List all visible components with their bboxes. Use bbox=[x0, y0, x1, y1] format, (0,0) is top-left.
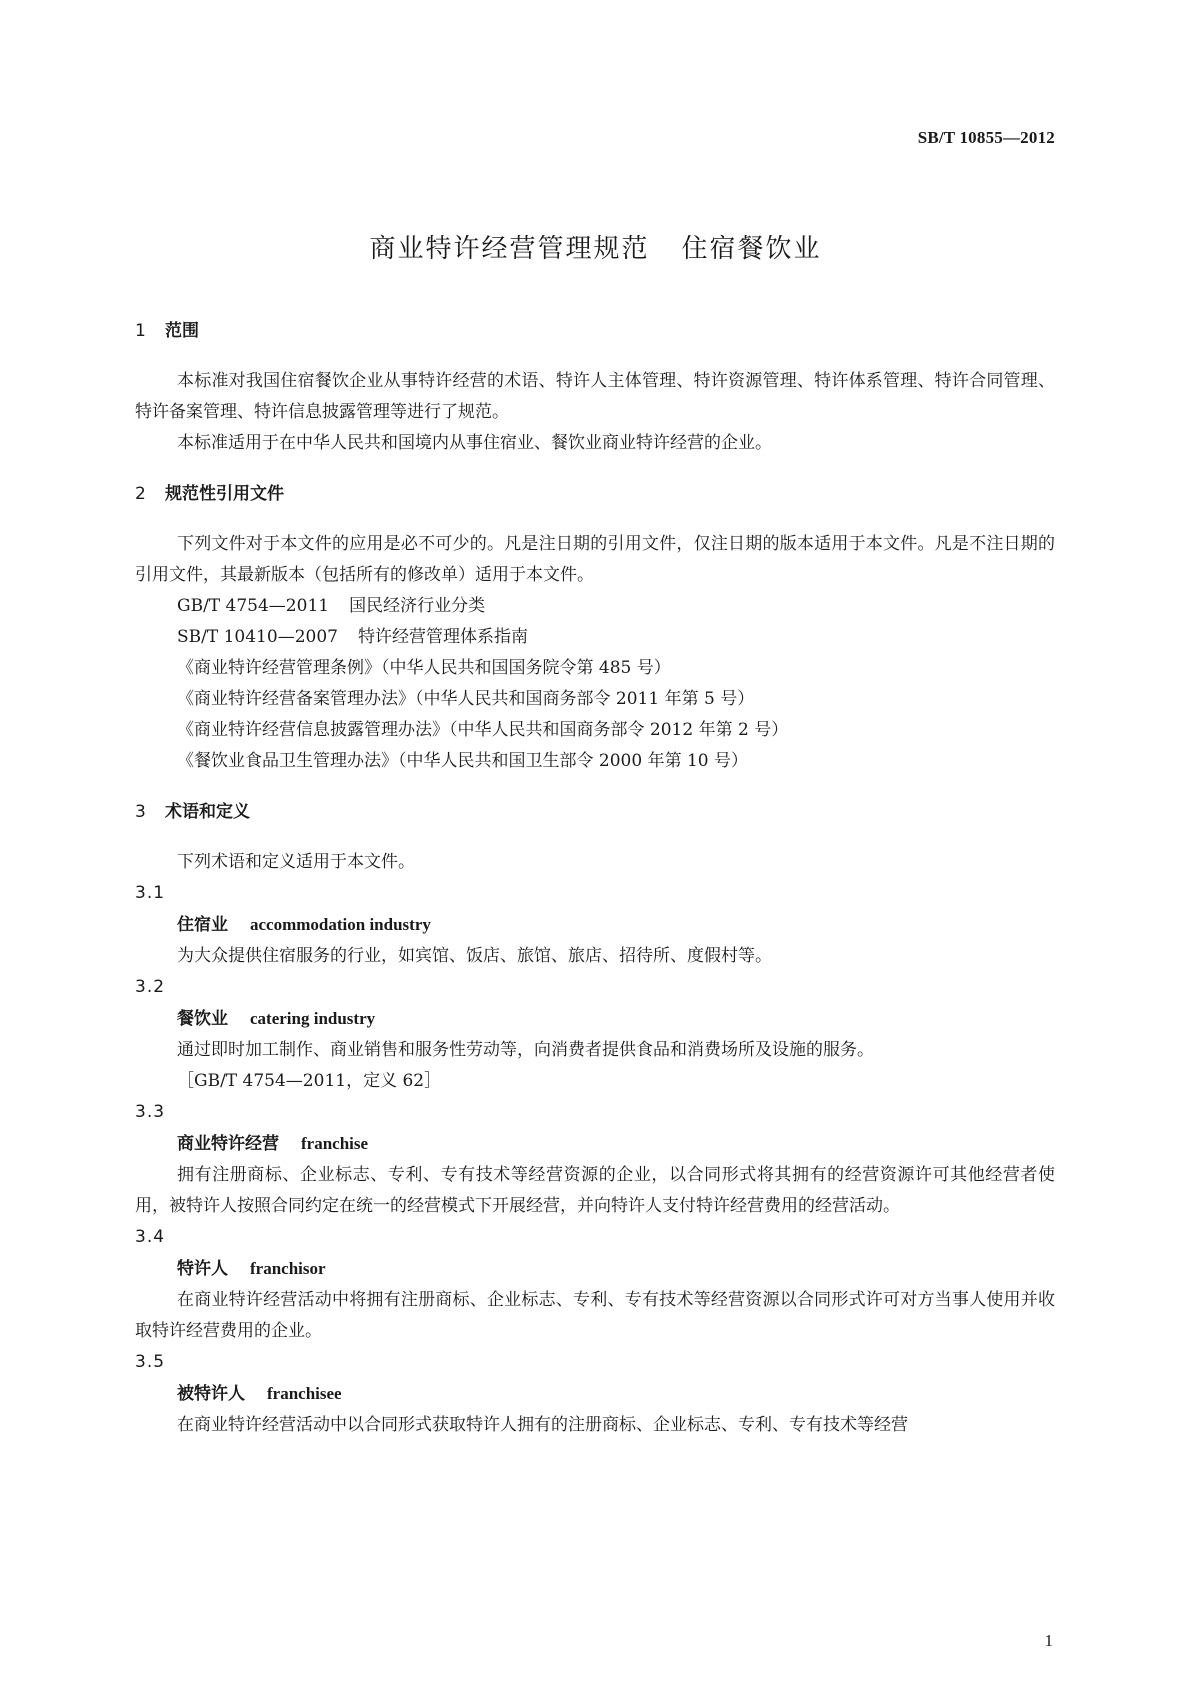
clause-number: 3.5 bbox=[135, 1352, 166, 1372]
clause-number: 3.4 bbox=[135, 1227, 166, 1247]
term-definition: 在商业特许经营活动中将拥有注册商标、企业标志、专利、专有技术等经营资源以合同形式许可对方当事人使用并收取特许经营费用的企业。 bbox=[135, 1290, 1055, 1341]
paragraph: 本标准适用于在中华人民共和国境内从事住宿业、餐饮业商业特许经营的企业。 bbox=[177, 433, 772, 453]
regulation-item: 《餐饮业食品卫生管理办法》（中华人民共和国卫生部令 2000 年第 10 号） bbox=[177, 751, 749, 771]
reference-title: 特许经营管理体系指南 bbox=[357, 627, 528, 647]
term-entry bbox=[135, 1128, 1055, 1160]
section-title: 术语和定义 bbox=[165, 802, 250, 822]
term-definition: 在商业特许经营活动中以合同形式获取特许人拥有的注册商标、企业标志、专利、专有技术等经营 bbox=[177, 1415, 908, 1435]
paragraph: 下列术语和定义适用于本文件。 bbox=[177, 852, 415, 872]
document-title bbox=[0, 228, 1191, 265]
section-title: 规范性引用文件 bbox=[165, 484, 284, 504]
term-en: accommodation industry bbox=[250, 915, 431, 934]
reference-code: SB/T 10410—2007 bbox=[177, 627, 338, 647]
clause-number: 3.1 bbox=[135, 883, 166, 903]
reference-item bbox=[135, 622, 1055, 653]
term-zh: 餐饮业 bbox=[177, 1009, 228, 1029]
regulation-item: 《商业特许经营信息披露管理办法》（中华人民共和国商务部令 2012 年第 2 号） bbox=[177, 720, 789, 740]
title-main: 商业特许经营管理规范 bbox=[369, 234, 650, 264]
section-heading-3 bbox=[135, 799, 1055, 825]
reference-code: GB/T 4754—2011 bbox=[177, 596, 330, 616]
term-definition: 为大众提供住宿服务的行业，如宾馆、饭店、旅馆、旅店、招待所、度假村等。 bbox=[177, 946, 772, 966]
term-zh: 住宿业 bbox=[177, 915, 228, 935]
title-sub: 住宿餐饮业 bbox=[681, 234, 822, 264]
document-body bbox=[135, 318, 1055, 1441]
term-zh: 特许人 bbox=[177, 1259, 228, 1279]
term-en: franchisee bbox=[267, 1384, 342, 1403]
term-en: franchise bbox=[301, 1134, 369, 1153]
regulation-item: 《商业特许经营备案管理办法》（中华人民共和国商务部令 2011 年第 5 号） bbox=[177, 689, 755, 709]
term-entry bbox=[135, 1253, 1055, 1285]
section-heading-2 bbox=[135, 481, 1055, 507]
section-number: 2 bbox=[135, 484, 146, 504]
section-number: 3 bbox=[135, 802, 146, 822]
standard-code: SB/T 10855—2012 bbox=[917, 128, 1055, 147]
section-number: 1 bbox=[135, 321, 146, 341]
term-definition: 通过即时加工制作、商业销售和服务性劳动等，向消费者提供食品和消费场所及设施的服务。 bbox=[177, 1040, 874, 1060]
reference-title: 国民经济行业分类 bbox=[349, 596, 486, 616]
clause-number: 3.2 bbox=[135, 977, 166, 997]
paragraph: 下列文件对于本文件的应用是必不可少的。凡是注日期的引用文件，仅注日期的版本适用于本文件。凡是不注日期的引用文件，其最新版本（包括所有的修改单）适用于本文件。 bbox=[135, 534, 1055, 585]
regulation-item: 《商业特许经营管理条例》（中华人民共和国国务院令第 485 号） bbox=[177, 658, 671, 678]
term-entry bbox=[135, 1003, 1055, 1035]
term-en: franchisor bbox=[250, 1259, 326, 1278]
term-source: ［GB/T 4754—2011，定义 62］ bbox=[177, 1071, 442, 1091]
term-entry bbox=[135, 1378, 1055, 1410]
term-definition: 拥有注册商标、企业标志、专利、专有技术等经营资源的企业，以合同形式将其拥有的经营资源许可其他经营者使用，被特许人按照合同约定在统一的经营模式下开展经营，并向特许人支付特许经营费用的经营活动。 bbox=[135, 1165, 1055, 1216]
term-zh: 被特许人 bbox=[177, 1384, 245, 1404]
section-title: 范围 bbox=[165, 321, 199, 341]
reference-item bbox=[135, 591, 1055, 622]
clause-number: 3.3 bbox=[135, 1102, 166, 1122]
section-heading-1 bbox=[135, 318, 1055, 344]
term-en: catering industry bbox=[250, 1009, 376, 1028]
term-entry bbox=[135, 909, 1055, 941]
term-zh: 商业特许经营 bbox=[177, 1134, 279, 1154]
page-number: 1 bbox=[1044, 1631, 1053, 1650]
paragraph: 本标准对我国住宿餐饮企业从事特许经营的术语、特许人主体管理、特许资源管理、特许体系管理、特许合同管理、特许备案管理、特许信息披露管理等进行了规范。 bbox=[135, 371, 1055, 422]
